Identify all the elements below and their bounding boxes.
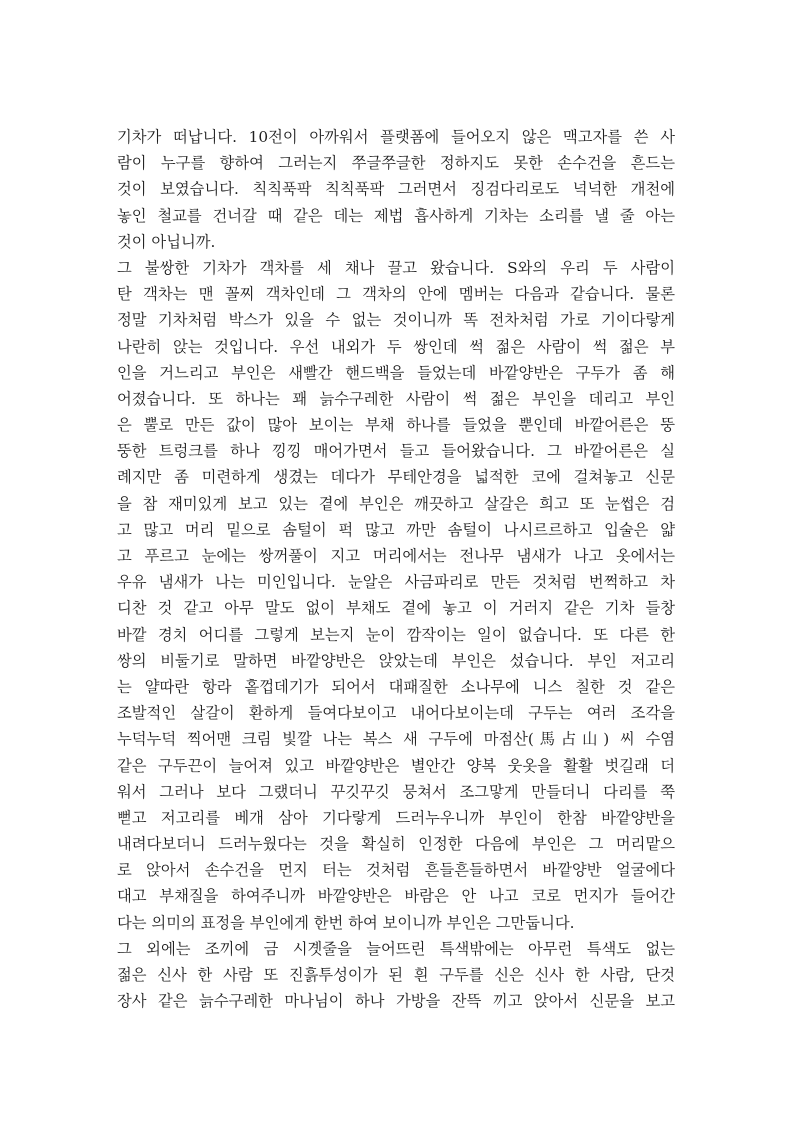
text-line: 같은 구두끈이 늘어져 있고 바깥양반은 별안간 양복 웃옷을 활활 벗길래 더 [117,756,675,775]
text-line: 뻗고 저고리를 베개 삼아 기다랗게 드러누우니까 부인이 한참 바깥양반을 [117,808,675,827]
text-line: 탄 객차는 맨 꼴찌 객차인데 그 객차의 안에 멤버는 다음과 같습니다. 물론 [117,285,675,304]
text-line: 젊은 신사 한 사람 또 진흙투성이가 된 흰 구두를 신은 신사 한 사람, 단것 [117,966,675,984]
text-line: 은 뿔로 만든 값이 많아 보이는 부채 하나를 들었을 뿐인데 바깥어른은 뚱 [117,416,675,435]
text-line: 내려다보더니 드러누웠다는 것을 확실히 인정한 다음에 부인은 그 머리맡으 [117,835,675,854]
text-line: 로 앉아서 손수건을 먼지 터는 것처럼 흔들흔들하면서 바깥양반 얼굴에다 [117,861,675,880]
text-line: 장사 같은 늙수구레한 마나님이 하나 가방을 잔뜩 끼고 앉아서 신문을 보고 [117,992,675,1011]
text-line: 나란히 앉는 것입니다. 우선 내외가 두 쌍인데 썩 젊은 사람이 썩 젊은 부 [117,337,675,356]
text-line: 것이 보였습니다. 칙칙푹팍 칙칙푹팍 그러면서 징검다리로도 넉넉한 개천에 [117,180,675,199]
text-line: 다는 의미의 표정을 부인에게 한번 하여 보이니까 부인은 그만둡니다. [117,913,575,932]
text-line: 그 불쌍한 기차가 객차를 세 채나 끌고 왔습니다. S와의 우리 두 사람이 [117,258,675,277]
text-line: 것이 아닙니까. [117,232,216,251]
text-line: 인을 거느리고 부인은 새빨간 핸드백을 들었는데 바깥양반은 구두가 좀 해 [117,363,675,382]
text-line: 워서 그러나 보다 그랬더니 꾸깃꾸깃 뭉쳐서 조그맣게 만들더니 다리를 쭉 [117,782,675,801]
text-line: 을 참 재미있게 보고 있는 곁에 부인은 깨끗하고 살갈은 희고 또 눈썹은 검 [117,494,675,513]
text-line: 우유 냄새가 나는 미인입니다. 눈알은 사금파리로 만든 것처럼 번쩍하고 차 [117,573,675,592]
text-line: 쌍의 비둘기로 말하면 바깥양반은 앉았는데 부인은 섰습니다. 부인 저고리 [117,651,675,670]
text-line: 그 외에는 조끼에 금 시곗줄을 늘어뜨린 특색밖에는 아무런 특색도 없는 [117,939,675,958]
text-line: 고 푸르고 눈에는 쌍꺼풀이 지고 머리에서는 전나무 냄새가 나고 옷에서는 [117,547,675,565]
text-line: 례지만 좀 미련하게 생겼는 데다가 무테안경을 넓적한 코에 걸쳐놓고 신문 [117,468,675,487]
text-line: 람이 누구를 향하여 그러는지 쭈글쭈글한 정하지도 못한 손수건을 흔드는 [117,154,675,173]
text-line: 뚱한 트렁크를 하나 낑낑 매어가면서 들고 들어왔습니다. 그 바깥어른은 실 [117,442,675,461]
text-line: 고 많고 머리 밑으로 솜털이 퍽 많고 까만 솜털이 나시르르하고 입술은 얇 [117,520,675,539]
text-line: 는 얄따란 항라 홑껍데기가 되어서 대패질한 소나무에 니스 칠한 것 같은 [117,677,675,696]
text-line: 정말 기차처럼 박스가 있을 수 없는 것이니까 똑 전차처럼 가로 기이다랗게 [117,311,675,330]
text-line: 기차가 떠납니다. 10전이 아까워서 플랫폼에 들어오지 않은 맥고자를 쓴 사 [117,128,675,146]
text-line: 놓인 철교를 건너갈 때 같은 데는 제법 흡사하게 기차는 소리를 낼 줄 아는 [117,206,675,225]
text-line: 바깥 경치 어디를 그렇게 보는지 눈이 깜작이는 일이 없습니다. 또 다른 한 [117,625,675,644]
text-line: 어졌습니다. 또 하나는 꽤 늙수구레한 사람이 썩 젊은 부인을 데리고 부인 [117,389,675,408]
text-line: 대고 부채질을 하여주니까 바깥양반은 바람은 안 나고 코로 먼지가 들어간 [117,887,675,906]
text-line: 누덕누덕 찍어맨 크림 빛깔 나는 복스 새 구두에 마점산(馬占山) 씨 수염 [117,730,675,749]
text-line: 디찬 것 같고 아무 말도 없이 부채도 곁에 놓고 이 거러지 같은 기차 들창 [117,599,675,618]
body-text [117,124,675,1014]
text-line: 조발적인 살갈이 환하게 들여다보이고 내어다보이는데 구두는 여러 조각을 [117,704,675,723]
